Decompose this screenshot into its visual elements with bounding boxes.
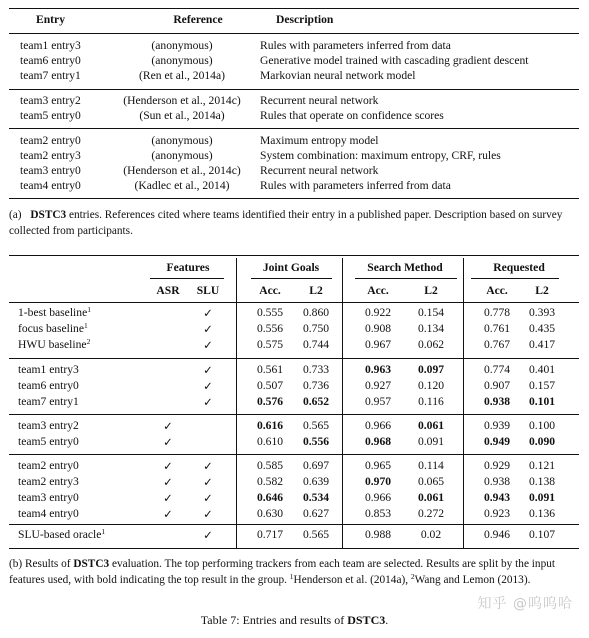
main-caption-bold: DSTC3 [347, 613, 386, 627]
entry-cell: team7 entry1 [20, 69, 81, 82]
acc-header: Acc. [486, 284, 508, 297]
value-cell: 0.988 [364, 528, 392, 541]
slu-check-icon: ✓ [203, 528, 213, 542]
caption-a-text: entries. References cited where teams identified their entry in a published paper. Description based on survey collected from participants. [9, 209, 563, 237]
row-name: team2 entry3 [18, 475, 79, 488]
entry-row [14, 148, 574, 163]
table1-bottom-rule [9, 198, 579, 199]
asr-check-icon: ✓ [163, 435, 173, 449]
value-cell: 0.774 [483, 363, 511, 376]
value-cell: 0.272 [417, 507, 445, 520]
value-cell: 0.610 [256, 435, 284, 448]
main-caption-post: . [385, 613, 389, 627]
reference-cell: (Kadlec et al., 2014) [134, 179, 230, 192]
value-cell: 0.121 [528, 459, 556, 472]
value-cell: 0.401 [528, 363, 556, 376]
search-method-header: Search Method [367, 261, 443, 274]
caption-a-label: (a) [9, 209, 22, 221]
joint-goals-underline [251, 278, 332, 279]
value-cell: 0.907 [483, 379, 511, 392]
value-cell: 0.627 [302, 507, 330, 520]
row-name: SLU-based oracle [18, 528, 102, 541]
table1-group-rule [9, 89, 579, 90]
value-cell: 0.100 [528, 419, 556, 432]
entry-cell: team6 entry0 [20, 54, 81, 67]
row-footnote-mark: 1 [87, 305, 91, 314]
value-cell: 0.097 [417, 363, 445, 376]
value-cell: 0.970 [364, 475, 392, 488]
value-cell: 0.957 [364, 395, 392, 408]
value-cell: 0.556 [256, 322, 284, 335]
asr-check-icon: ✓ [163, 491, 173, 505]
value-cell: 0.736 [302, 379, 330, 392]
reference-cell: (Sun et al., 2014a) [139, 109, 225, 122]
value-cell: 0.065 [417, 475, 445, 488]
table1-group [14, 93, 574, 123]
reference-cell: (anonymous) [151, 134, 213, 147]
value-cell: 0.927 [364, 379, 392, 392]
entry-row [14, 93, 574, 108]
value-cell: 0.585 [256, 459, 284, 472]
description-cell: Rules with parameters inferred from data [260, 179, 451, 192]
row-name: team5 entry0 [18, 435, 79, 448]
entry-cell: team3 entry2 [20, 94, 81, 107]
table2-top-rule [9, 255, 579, 256]
row-label [18, 394, 79, 410]
row-label [18, 527, 105, 543]
features-header: Features [166, 261, 210, 274]
row-footnote-mark: 2 [86, 337, 91, 346]
caption-a [9, 207, 581, 239]
slu-check-icon: ✓ [203, 491, 213, 505]
value-cell: 0.091 [417, 435, 445, 448]
description-cell: Generative model trained with cascading gradient descent [260, 54, 529, 67]
value-cell: 0.761 [483, 322, 511, 335]
entry-row [14, 38, 574, 53]
value-cell: 0.943 [483, 491, 511, 504]
value-cell: 0.120 [417, 379, 445, 392]
entry-cell: team2 entry3 [20, 149, 81, 162]
row-name: HWU baseline [18, 338, 87, 351]
value-cell: 0.154 [417, 306, 445, 319]
value-cell: 0.946 [483, 528, 511, 541]
value-cell: 0.114 [418, 459, 444, 472]
reference-cell: (anonymous) [151, 39, 213, 52]
caption-b-pre: Results of [22, 558, 74, 570]
slu-check-icon: ✓ [203, 507, 213, 521]
reference-cell: (Henderson et al., 2014c) [123, 164, 241, 177]
value-cell: 0.556 [302, 435, 330, 448]
slu-check-icon: ✓ [203, 322, 213, 336]
value-cell: 0.091 [528, 491, 556, 504]
caption-a-bold: DSTC3 [30, 209, 67, 221]
value-cell: 0.630 [256, 507, 284, 520]
value-cell: 0.717 [256, 528, 284, 541]
description-cell: Rules that operate on confidence scores [260, 109, 444, 122]
footnote-1-mark: 1 [289, 572, 294, 581]
footnote-1: Henderson et al. (2014a), [293, 574, 411, 586]
table2-group-rule [9, 454, 579, 455]
value-cell: 0.061 [417, 419, 445, 432]
caption-b [9, 556, 581, 588]
reference-cell: (anonymous) [151, 54, 213, 67]
value-cell: 0.778 [483, 306, 511, 319]
value-cell: 0.062 [417, 338, 445, 351]
slu-check-icon: ✓ [203, 379, 213, 393]
row-label [18, 305, 91, 321]
row-name: team2 entry0 [18, 459, 79, 472]
value-cell: 0.582 [256, 475, 284, 488]
entry-header: Entry [36, 13, 65, 26]
value-cell: 0.939 [483, 419, 511, 432]
entry-row [14, 163, 574, 178]
asr-check-icon: ✓ [163, 459, 173, 473]
entry-cell: team4 entry0 [20, 179, 81, 192]
value-cell: 0.652 [302, 395, 330, 408]
row-name: focus baseline [18, 322, 84, 335]
entry-cell: team2 entry0 [20, 134, 81, 147]
reference-cell: (Henderson et al., 2014c) [123, 94, 241, 107]
value-cell: 0.860 [302, 306, 330, 319]
value-cell: 0.967 [364, 338, 392, 351]
table2-bottom-rule [9, 548, 579, 549]
reference-cell: (anonymous) [151, 149, 213, 162]
row-footnote-mark: 1 [101, 527, 106, 536]
l2-header: L2 [424, 284, 438, 297]
requested-underline [471, 278, 559, 279]
l2-header: L2 [309, 284, 323, 297]
footnote-2-mark: 2 [410, 572, 415, 581]
value-cell: 0.963 [364, 363, 392, 376]
caption-b-post: evaluation. The top performing trackers from each team are selected. Results are split by the input features used, with bold indicating the top result in the group. [9, 558, 556, 586]
table1-top-rule [9, 8, 579, 9]
value-cell: 0.639 [302, 475, 330, 488]
row-label [18, 474, 79, 490]
description-cell: Recurrent neural network [260, 94, 379, 107]
value-cell: 0.733 [302, 363, 330, 376]
l2-header: L2 [535, 284, 549, 297]
value-cell: 0.555 [256, 306, 284, 319]
asr-check-icon: ✓ [163, 507, 173, 521]
value-cell: 0.697 [302, 459, 330, 472]
slu-check-icon: ✓ [203, 395, 213, 409]
row-label [18, 434, 79, 450]
value-cell: 0.157 [528, 379, 556, 392]
entry-cell: team5 entry0 [20, 109, 81, 122]
slu-header: SLU [196, 284, 220, 297]
value-cell: 0.966 [364, 419, 392, 432]
description-header: Description [276, 13, 334, 26]
slu-check-icon: ✓ [203, 475, 213, 489]
value-cell: 0.767 [483, 338, 511, 351]
slu-check-icon: ✓ [203, 306, 213, 320]
value-cell: 0.393 [528, 306, 556, 319]
value-cell: 0.534 [302, 491, 330, 504]
row-label [18, 490, 79, 506]
value-cell: 0.922 [364, 306, 392, 319]
value-cell: 0.646 [256, 491, 284, 504]
slu-check-icon: ✓ [203, 338, 213, 352]
entry-cell: team1 entry3 [20, 39, 81, 52]
table2-group-rule [9, 358, 579, 359]
value-cell: 0.136 [528, 507, 556, 520]
table1-group-rule [9, 128, 579, 129]
entry-row [14, 108, 574, 123]
table1-header-rule [9, 33, 579, 34]
acc-header: Acc. [367, 284, 389, 297]
value-cell: 0.507 [256, 379, 284, 392]
search-method-underline [355, 278, 457, 279]
row-name: team3 entry0 [18, 491, 79, 504]
reference-cell: (Ren et al., 2014a) [139, 69, 225, 82]
joint-goals-header: Joint Goals [262, 261, 320, 274]
value-cell: 0.966 [364, 491, 392, 504]
value-cell: 0.417 [528, 338, 556, 351]
row-name: 1-best baseline [18, 306, 88, 319]
value-cell: 0.929 [483, 459, 511, 472]
value-cell: 0.107 [528, 528, 556, 541]
row-name: team6 entry0 [18, 379, 79, 392]
value-cell: 0.134 [417, 322, 445, 335]
value-cell: 0.616 [256, 419, 284, 432]
caption-b-bold: DSTC3 [73, 558, 110, 570]
value-cell: 0.968 [364, 435, 392, 448]
value-cell: 0.575 [256, 338, 284, 351]
entry-row [14, 68, 574, 83]
acc-header: Acc. [259, 284, 281, 297]
value-cell: 0.090 [528, 435, 556, 448]
table1-group [14, 38, 574, 83]
row-name: team1 entry3 [18, 363, 79, 376]
value-cell: 0.853 [364, 507, 392, 520]
value-cell: 0.938 [483, 475, 511, 488]
value-cell: 0.949 [483, 435, 511, 448]
table2-header-rule [9, 302, 579, 303]
row-label [18, 506, 79, 522]
value-cell: 0.923 [483, 507, 511, 520]
asr-header: ASR [156, 284, 180, 297]
row-name: team3 entry2 [18, 419, 79, 432]
slu-check-icon: ✓ [203, 363, 213, 377]
value-cell: 0.116 [418, 395, 444, 408]
value-cell: 0.061 [417, 491, 445, 504]
value-cell: 0.565 [302, 528, 330, 541]
entry-row [14, 178, 574, 193]
value-cell: 0.965 [364, 459, 392, 472]
value-cell: 0.565 [302, 419, 330, 432]
table1-group [14, 133, 574, 193]
value-cell: 0.750 [302, 322, 330, 335]
value-cell: 0.938 [483, 395, 511, 408]
value-cell: 0.101 [528, 395, 556, 408]
value-cell: 0.744 [302, 338, 330, 351]
caption-b-label: (b) [9, 558, 23, 570]
row-label [18, 378, 79, 394]
description-cell: Recurrent neural network [260, 164, 379, 177]
value-cell: 0.908 [364, 322, 392, 335]
table2-group-rule [9, 524, 579, 525]
asr-check-icon: ✓ [163, 419, 173, 433]
row-name: team7 entry1 [18, 395, 79, 408]
slu-check-icon: ✓ [203, 459, 213, 473]
table2-group-rule [9, 414, 579, 415]
entry-row [14, 133, 574, 148]
description-cell: Rules with parameters inferred from data [260, 39, 451, 52]
row-label [18, 362, 79, 378]
table1-header [14, 12, 574, 27]
value-cell: 0.138 [528, 475, 556, 488]
watermark: 知乎 @呜呜哈 [477, 596, 573, 612]
footnote-2: Wang and Lemon (2013). [414, 574, 531, 586]
row-label [18, 337, 90, 353]
entry-row [14, 53, 574, 68]
features-underline [150, 278, 224, 279]
row-label [18, 418, 79, 434]
value-cell: 0.02 [420, 528, 442, 541]
row-name: team4 entry0 [18, 507, 79, 520]
value-cell: 0.561 [256, 363, 284, 376]
requested-header: Requested [493, 261, 545, 274]
row-label [18, 458, 79, 474]
description-cell: Maximum entropy model [260, 134, 379, 147]
row-footnote-mark: 1 [84, 321, 88, 330]
main-caption-pre: Table 7: Entries and results of [200, 613, 348, 627]
description-cell: System combination: maximum entropy, CRF, rules [260, 149, 501, 162]
description-cell: Markovian neural network model [260, 69, 416, 82]
asr-check-icon: ✓ [163, 475, 173, 489]
reference-header: Reference [173, 13, 223, 26]
main-caption [0, 613, 589, 628]
value-cell: 0.576 [256, 395, 284, 408]
row-label [18, 321, 88, 337]
entry-cell: team3 entry0 [20, 164, 81, 177]
value-cell: 0.435 [528, 322, 556, 335]
